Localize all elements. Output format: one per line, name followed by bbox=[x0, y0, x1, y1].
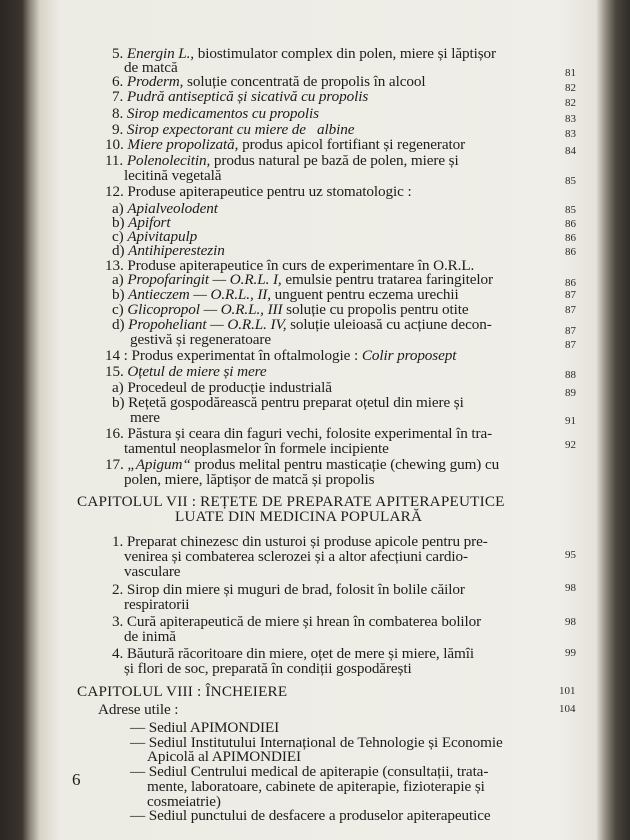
page-number: 86 bbox=[565, 277, 576, 289]
address-item: — Sediul punctului de desfacere a produselor apiterapeutice bbox=[130, 807, 491, 824]
page-number: 82 bbox=[565, 97, 576, 109]
toc-entry-9: 9. Sirop expectorant cu miere de albine bbox=[112, 121, 355, 138]
toc-entry-5-cont: de matcă bbox=[124, 59, 178, 76]
toc-entry: 1. Preparat chinezesc din usturoi și produse apicole pentru pre- bbox=[112, 533, 488, 550]
chapter-heading: CAPITOLUL VII : REȚETE DE PREPARATE APITERAPEUTICE bbox=[77, 493, 505, 510]
address-item-cont: cosmeiatrie) bbox=[147, 793, 221, 810]
page-number: 86 bbox=[565, 232, 576, 244]
toc-entry-10: 10. Miere propolizată, produs apicol fortifiant și regenerator bbox=[105, 136, 466, 153]
toc-entry-cont: venirea și combaterea sclerozei și a altor afecțiuni cardio- bbox=[124, 548, 468, 565]
toc-entry-12: 12. Produse apiterapeutice pentru uz stomatologic : bbox=[105, 183, 412, 200]
toc-entry-cont: de inimă bbox=[124, 628, 176, 645]
toc-subentry: a) Propofaringit — O.R.L. I, emulsie pentru tratarea faringitelor bbox=[112, 271, 493, 288]
page-number: 82 bbox=[565, 82, 576, 94]
toc-entry-14: 14 : Produs experimentat în oftalmologie : Colir proposept bbox=[105, 347, 457, 364]
toc-subentry: c) Glicopropol — O.R.L., III soluție cu propolis pentru otite bbox=[112, 301, 469, 318]
toc-entry: 2. Sirop din miere și muguri de brad, folosit în bolile căilor bbox=[112, 581, 465, 598]
toc-subentry-cont: gestivă și regeneratoare bbox=[130, 331, 271, 348]
page-number: 98 bbox=[565, 582, 576, 594]
addresses-label: Adrese utile : bbox=[98, 701, 179, 718]
address-item: — Sediul Institutului Internațional de Tehnologie și Economie bbox=[130, 734, 503, 751]
page-number: 83 bbox=[565, 113, 576, 125]
toc-entry-15: 15. Oțetul de miere și mere bbox=[105, 363, 267, 380]
page-number: 89 bbox=[565, 387, 576, 399]
toc-entry-7: 7. Pudră antiseptică și sicativă cu propolis bbox=[112, 88, 369, 105]
address-item-cont: Apicolă al APIMONDIEI bbox=[147, 748, 301, 765]
address-item: — Sediul Centrului medical de apiterapie (consultații, trata- bbox=[130, 763, 489, 780]
toc-entry-8: 8. Sirop medicamentos cu propolis bbox=[112, 105, 319, 122]
page-number: 99 bbox=[565, 647, 576, 659]
page-number: 87 bbox=[565, 289, 576, 301]
toc-entry-16-cont: tamentul neoplasmelor în formele incipiente bbox=[124, 440, 389, 457]
chapter-heading-cont: LUATE DIN MEDICINA POPULARĂ bbox=[175, 508, 423, 525]
toc-entry-cont: respiratorii bbox=[124, 596, 190, 613]
page-number: 91 bbox=[565, 415, 576, 427]
toc-entry-11-cont: lecitină vegetală bbox=[124, 167, 222, 184]
page-folio: 6 bbox=[72, 770, 81, 789]
page-number: 95 bbox=[565, 549, 576, 561]
page-number: 85 bbox=[565, 204, 576, 216]
chapter-heading: CAPITOLUL VIII : ÎNCHEIERE bbox=[77, 683, 288, 700]
page-number: 88 bbox=[565, 369, 576, 381]
page-number: 87 bbox=[565, 339, 576, 351]
toc-entry-5: 5. Energin L., biostimulator complex din polen, miere și lăptișor bbox=[112, 45, 496, 62]
toc-subentry: b) Apifort bbox=[112, 214, 171, 231]
toc-subentry: a) Procedeul de producție industrială bbox=[112, 379, 332, 396]
toc-subentry: a) Apialveolodent bbox=[112, 200, 218, 217]
page-number: 84 bbox=[565, 145, 576, 157]
page-number: 86 bbox=[565, 218, 576, 230]
toc-entry: 3. Cură apiterapeutică de miere și hrean în combaterea bolilor bbox=[112, 613, 482, 630]
toc-entry-16: 16. Păstura și ceara din faguri vechi, folosite experimental în tra- bbox=[105, 425, 493, 442]
toc-subentry: c) Apivitapulp bbox=[112, 228, 198, 245]
page-number: 104 bbox=[559, 703, 576, 715]
page-number: 81 bbox=[565, 67, 576, 79]
page-number: 83 bbox=[565, 128, 576, 140]
address-item-cont: mente, laboratoare, cabinete de apiterapie, fizioterapie și bbox=[147, 778, 485, 795]
page-number: 101 bbox=[559, 685, 576, 697]
toc-subentry: b) Antieczem — O.R.L., II, unguent pentru eczema urechii bbox=[112, 286, 459, 303]
toc-subentry: d) Propoheliant — O.R.L. IV, soluție uleioasă cu acțiune decon- bbox=[112, 316, 492, 333]
toc-entry-6: 6. Proderm, soluție concentrată de propolis în alcool bbox=[112, 73, 426, 90]
toc-entry-cont: și flori de soc, preparată în condiții gospodărești bbox=[124, 660, 412, 677]
toc-subentry: b) Rețetă gospodărească pentru preparat oțetul din miere și bbox=[112, 394, 464, 411]
toc-subentry-cont: mere bbox=[130, 409, 160, 426]
book-page bbox=[40, 0, 600, 840]
page-number: 87 bbox=[565, 325, 576, 337]
toc-entry-17-cont: polen, miere, lăptișor de matcă și propolis bbox=[124, 471, 375, 488]
toc-subentry: d) Antihiperestezin bbox=[112, 242, 225, 259]
address-item: — Sediul APIMONDIEI bbox=[130, 719, 280, 736]
toc-entry: 4. Băutură răcoritoare din miere, oțet de mere și miere, lămîi bbox=[112, 645, 474, 662]
page-number: 86 bbox=[565, 246, 576, 258]
page-number: 87 bbox=[565, 304, 576, 316]
toc-entry-13: 13. Produse apiterapeutice în curs de experimentare în O.R.L. bbox=[105, 257, 475, 274]
page-number: 98 bbox=[565, 616, 576, 628]
page-number: 85 bbox=[565, 175, 576, 187]
toc-entry-17: 17. „Apigum“ produs melital pentru masticație (chewing gum) cu bbox=[105, 456, 500, 473]
toc-entry-11: 11. Polenolecitin, produs natural pe bază de polen, miere și bbox=[105, 152, 459, 169]
toc-entry-cont: vasculare bbox=[124, 563, 181, 580]
page-number: 92 bbox=[565, 439, 576, 451]
